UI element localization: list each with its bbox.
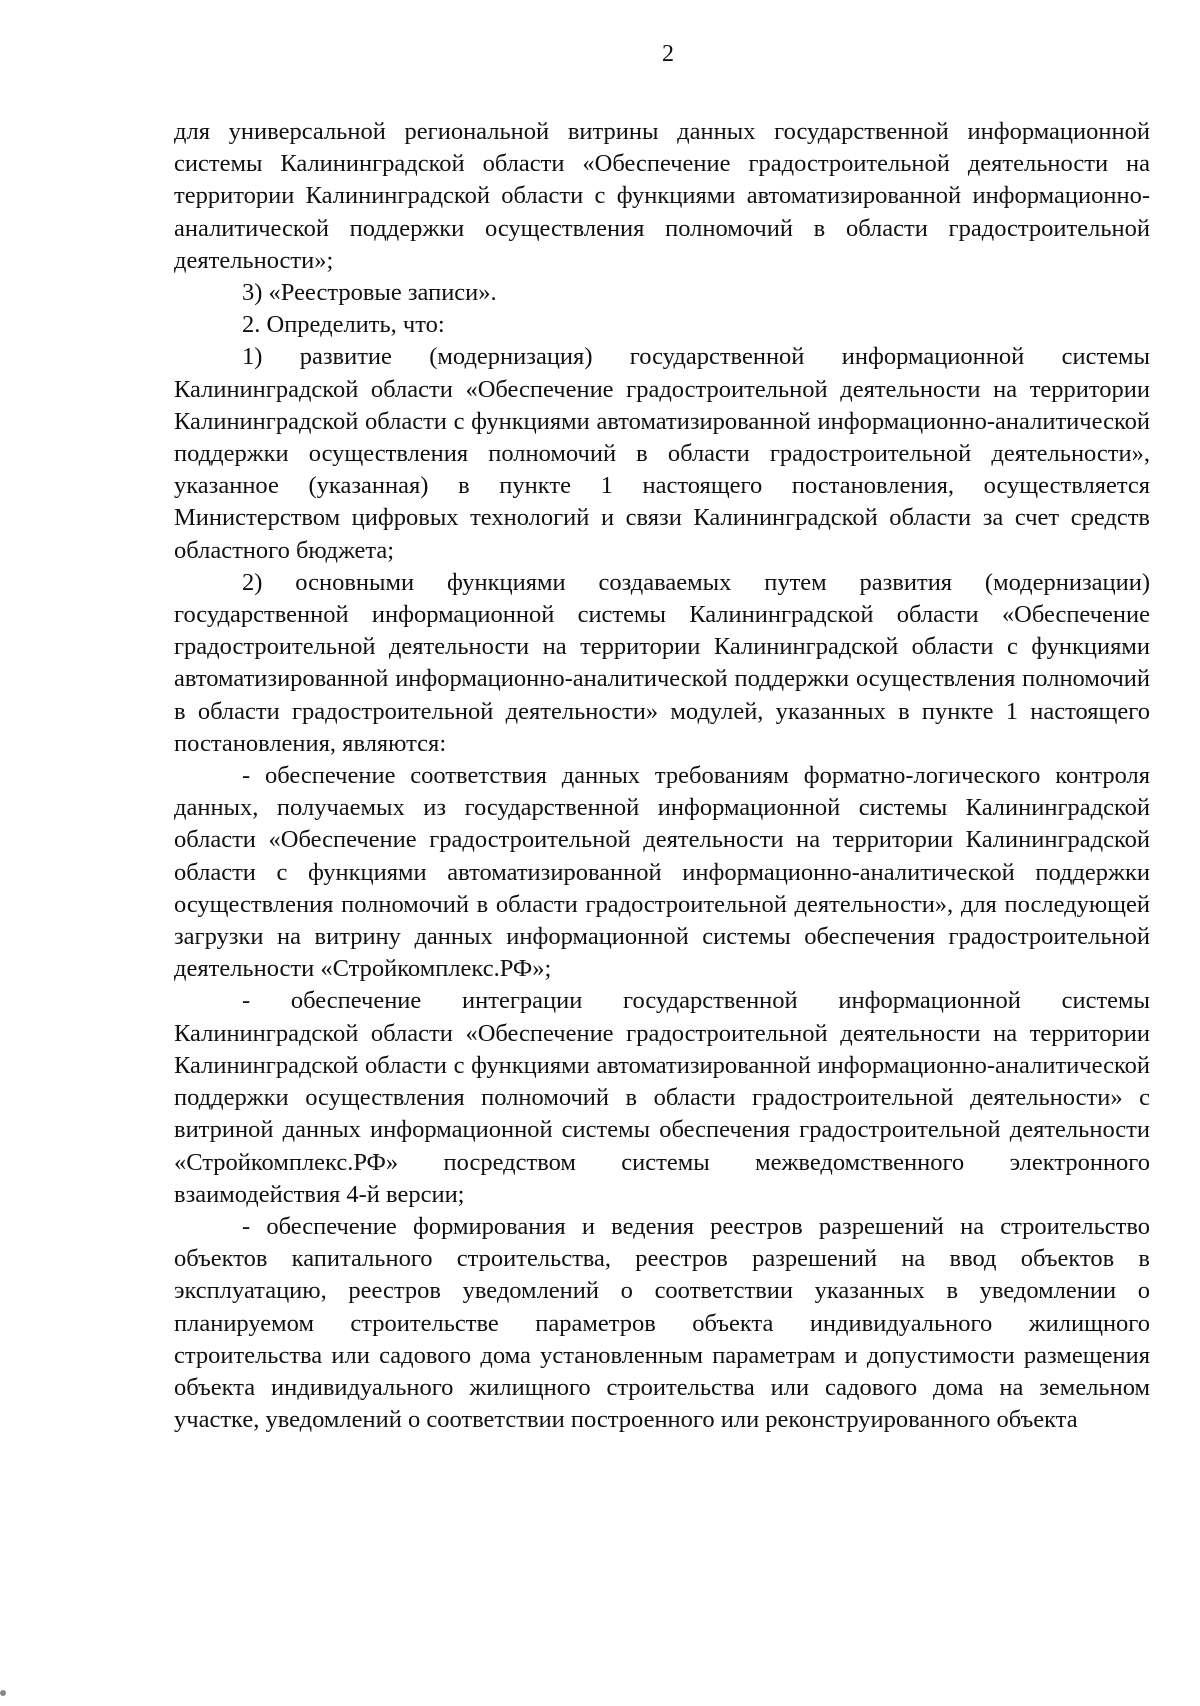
paragraph-bullet-1: - обеспечение соответствия данных требованиям форматно-логического контроля данных, получаемых из государственной информационной системы Калининградской области «Обеспечение градостроительной деятельности на территории Калининградской области с функциями автоматизированной информационно-аналитической поддержки осуществления полномочий в области градостроительной деятельности», для последующей загрузки на витрину данных информационной системы обеспечения градостроительной деятельности «Стройкомплекс.РФ»; (174, 762, 1150, 983)
paragraph-clause-2: 2. Определить, что: (242, 311, 445, 339)
paragraph-continuation: для универсальной региональной витрины данных государственной информационной системы Калининградской области «Обеспечение градостроительной деятельности на территории Калининградской области с функциями автоматизированной информационно-аналитической поддержки осуществления полномочий в области градостроительной деятельности»; (174, 118, 1150, 274)
document-body (174, 116, 1150, 1436)
paragraph-subitem-1: 1) развитие (модернизация) государственной информационной системы Калининградской области «Обеспечение градостроительной деятельности на территории Калининградской области с функциями автоматизированной информационно-аналитической поддержки осуществления полномочий в области градостроительной деятельности», указанное (указанная) в пункте 1 настоящего постановления, осуществляется Министерством цифровых технологий и связи Калининградской области за счет средств областного бюджета; (174, 343, 1150, 564)
scan-edge-mark (0, 1690, 6, 1696)
paragraph-bullet-2: - обеспечение интеграции государственной информационной системы Калининградской области «Обеспечение градостроительной деятельности на территории Калининградской области с функциями автоматизированной информационно-аналитической поддержки осуществления полномочий в области градостроительной деятельности» с витриной данных информационной системы обеспечения градостроительной деятельности «Стройкомплекс.РФ» посредством системы межведомственного электронного взаимодействия 4-й версии; (174, 987, 1150, 1208)
page-number: 2 (662, 41, 674, 67)
paragraph-subitem-2: 2) основными функциями создаваемых путем развития (модернизации) государственной информационной системы Калининградской области «Обеспечение градостроительной деятельности на территории Калининградской области с функциями автоматизированной информационно-аналитической поддержки осуществления полномочий в области градостроительной деятельности» модулей, указанных в пункте 1 настоящего постановления, являются: (174, 568, 1150, 757)
paragraph-bullet-3: - обеспечение формирования и ведения реестров разрешений на строительство объектов капитального строительства, реестров разрешений на ввод объектов в эксплуатацию, реестров уведомлений о соответствии указанных в уведомлении о планируемом строительстве параметров объекта индивидуального жилищного строительства или садового дома установленным параметрам и допустимости размещения объекта индивидуального жилищного строительства или садового дома на земельном участке, уведомлений о соответствии построенного или реконструированного объекта (174, 1212, 1150, 1434)
paragraph-item-3: 3) «Реестровые записи». (242, 279, 497, 307)
